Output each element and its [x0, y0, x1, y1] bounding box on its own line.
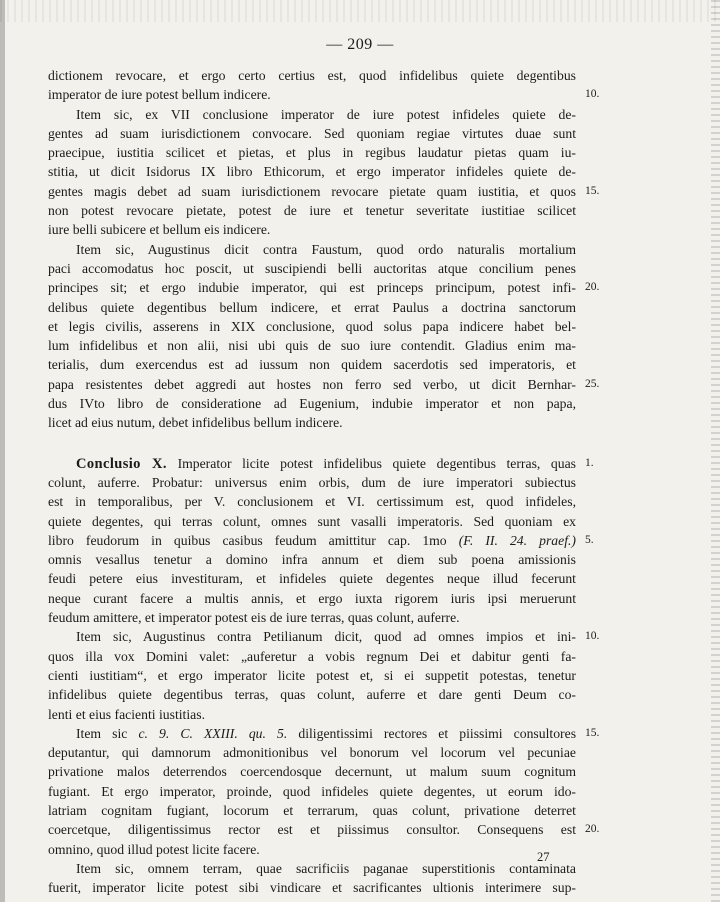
text-line: dus IVto libro de consideratione ad Eugenium, indubie imperator et non papa, — [48, 396, 576, 412]
text-line: est in temporalibus, per V. conclusionem et VI. certissimum est, quod infideles, — [48, 494, 576, 510]
line-number: 25. — [585, 377, 600, 390]
line-number: 20. — [585, 281, 600, 294]
text-line: iure belli subicere et bellum eis indicere. — [48, 222, 271, 238]
text-line — [48, 278, 600, 297]
scan-noise-top — [0, 0, 720, 22]
text-line: quiete degentes, qui terras colunt, omnes sunt vasalli imperatoris. Sed quoniam ex — [48, 513, 576, 529]
text-line-content: papa resistentes debet aggredi aut hostes non ferro sed verbo, ut dicit Bernhar- — [48, 376, 576, 392]
text-line: fugiant. Et ergo imperator, proinde, quod infideles quiete degentes, ut eorum ido- — [48, 783, 576, 799]
text-line: omnis vesallus tenetur a domino infra annum et diem sub poena amissionis — [48, 552, 576, 568]
text-line — [48, 724, 600, 743]
text-line: deputantur, qui damnorum admonitionibus vel bonorum vel locorum vel pecuniae — [48, 745, 576, 761]
line-number: 10. — [585, 630, 600, 643]
text-line: lenti et eius facienti iustitias. — [48, 706, 205, 722]
text-line: Item sic, ex VII conclusione imperator de iure potest infideles quiete de- — [76, 106, 576, 122]
line-number: 5. — [585, 533, 594, 546]
text-line-content: imperator de iure potest bellum indicere. — [48, 87, 271, 103]
text-line: infidelibus quiete degentibus terras, quas colunt, auferre et dare genti Deum co- — [48, 687, 576, 703]
text-line-content: diligentissimi rectores et piissimi consultores — [298, 725, 577, 741]
text-line-content: gentes magis debet ad suam iurisdictionem revocare pietate quam iustitia, et quos — [48, 183, 576, 199]
text-line: gentes ad suam iurisdictionem convocare. Sed quoniam regiae virtutes duae sunt — [48, 125, 576, 141]
text-line: feudum amittere, et imperator potest eis de iure terras, quas colunt, auferre. — [48, 610, 460, 626]
text-line: feudi petere eius investituram, et infideles quiete degentes neque illud fecerunt — [48, 571, 576, 587]
text-line: Item sic, Augustinus dicit contra Faustum, quod ordo naturalis mortalium — [76, 241, 576, 257]
line-number: 1. — [585, 456, 594, 469]
line-number: 15. — [585, 726, 600, 739]
text-line: fuerit, imperator licite potest sibi vindicare et sacrificantes ultionis interimere sup- — [48, 880, 576, 896]
legal-citation: c. 9. C. XXIII. qu. 5. — [138, 725, 288, 741]
text-line: terialis, dum exercendus est ad iussum non quidem sacerdotis sed imperatoris, et — [48, 357, 576, 373]
text-line — [48, 531, 594, 550]
line-number: 10. — [585, 88, 600, 101]
text-line: Item sic, omnem terram, quae sacrificiis paganae superstitionis contaminata — [76, 860, 576, 876]
text-line: lum infidelibus et non alii, nisi ubi quis de suo iure contendit. Gladius enim ma- — [48, 338, 576, 354]
text-line-content: Item sic, Augustinus contra Petilianum dicit, quod ad omnes impios et ini- — [76, 629, 576, 645]
text-line: neque curant facere a multis annis, et ergo iuxta rigorem iuris ipsi meruerunt — [48, 590, 576, 606]
text-line: privatione malos deterrendos coercendosque decernunt, ut malum suum cognitum — [48, 764, 576, 780]
text-line: paci accomodatus hoc poscit, ut suscipiendi belli auctoritas atque concilium penes — [48, 260, 576, 276]
page-right-edge — [711, 0, 720, 902]
text-line-content: Item sic — [76, 725, 128, 741]
text-line — [48, 85, 600, 104]
text-line: omnino, quod illud potest licite facere. — [48, 841, 260, 857]
body-text — [48, 66, 600, 897]
text-line: stitia, ut dicit Isidorus IX libro Ethicorum, et ergo imperator infideles quiete de- — [48, 164, 576, 180]
section-heading: Conclusio X. — [76, 455, 167, 472]
text-line-content: libro feudorum in quibus casibus feudum amittitur cap. 1mo — [48, 532, 447, 548]
text-line-content: coercetque, diligentissimus rector est et piissimus consultor. Consequens est — [48, 822, 576, 838]
text-line — [48, 627, 600, 646]
text-line — [48, 820, 600, 839]
text-line: praecipue, iustitia scilicet et pietas, et plus in regibus laudatur pietas quam iu- — [48, 145, 576, 161]
text-line: dictionem revocare, et ergo certo certius est, quod infidelibus quiete degentibus — [48, 68, 576, 83]
page-number: — 209 — — [326, 36, 394, 53]
text-line: cienti iustitiam“, et ergo imperator licite potest et, si ei suppetit potestas, tenetur — [48, 667, 576, 683]
text-line: quos illa vox Domini valet: „auferetur a vobis regnum Dei et dabitur genti fa- — [48, 648, 576, 664]
text-line — [48, 375, 600, 394]
text-line-content: Imperator licite potest infidelibus quiete degentibus terras, quas — [177, 455, 577, 471]
legal-citation: (F. II. 24. praef.) — [458, 532, 576, 548]
line-number: 15. — [585, 184, 600, 197]
text-line — [48, 182, 600, 201]
text-line — [48, 454, 594, 473]
text-line: colunt, auferre. Probatur: universus enim orbis, dum de iure imperatori subiectus — [48, 474, 576, 490]
text-line: et legis civilis, asserens in XIX conclusione, quod solus papa indicere habet bel- — [48, 318, 576, 334]
text-line: delibus quiete degentibus bellum indicere, et errat Paulus a doctrina sanctorum — [48, 299, 576, 315]
text-line: licet ad eius nutum, debet infidelibus bellum indicere. — [48, 415, 343, 431]
text-line: non potest revocare pietate, potest de iure et tenetur severitate iustitiae scilicet — [48, 203, 576, 219]
text-line: latriam cognitam fugiant, locorum et terrarum, quas colunt, privatione deterret — [48, 802, 576, 818]
line-number: 20. — [585, 823, 600, 836]
signature-mark: 27 — [537, 850, 550, 864]
page-left-edge — [0, 0, 5, 902]
text-line-content: principes sit; et ergo indubie imperator, qui est princeps principum, potest infi- — [48, 280, 576, 296]
